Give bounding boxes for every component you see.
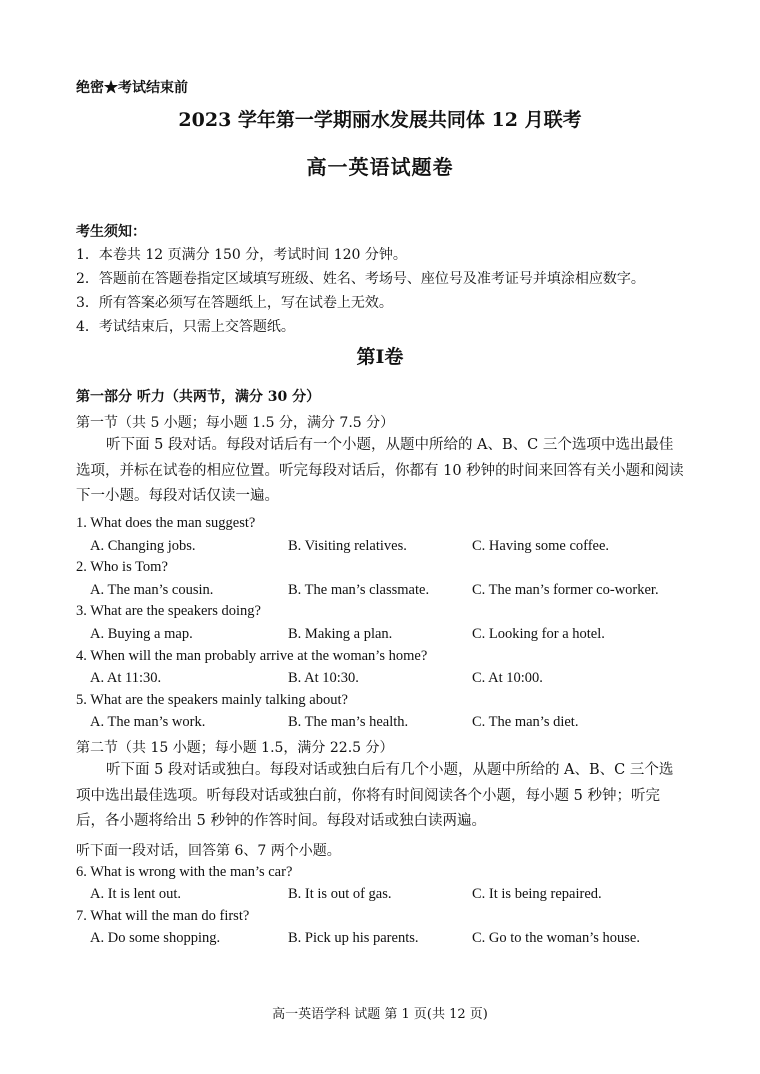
question: 6. What is wrong with the man’s car?: [76, 864, 293, 880]
option-a: A. It is lent out.: [90, 886, 182, 902]
notice-heading: 考生须知：: [76, 224, 146, 240]
option-c: C. Looking for a hotel.: [472, 626, 605, 642]
option-c: C. The man’s former co-worker.: [472, 582, 659, 598]
notice-item: 2．答题前在答题卷指定区域填写班级、姓名、考场号、座位号及准考证号并填涂相应数字。: [76, 271, 645, 287]
question: 7. What will the man do first?: [76, 908, 250, 924]
page-footer: 高一英语学科 试题 第 1 页(共 12 页): [272, 1007, 488, 1022]
notice-item: 1．本卷共 12 页满分 150 分，考试时间 120 分钟。: [76, 247, 407, 263]
section2-instructions: 听下面 5 段对话或独白。每段对话或独白后有几个小题，从题中所给的 A、B、C 三个选项中选出最佳选项。听每段对话或独白前，你将有时间阅读各个小题，每小题 5 秒钟；听完后，各小题将给出 5 秒钟的作答时间。每段对话或独白读两遍。: [76, 762, 674, 829]
section1-instructions: 听下面 5 段对话。每段对话后有一个小题，从题中所给的 A、B、C 三个选项中选出最佳选项，并标在试卷的相应位置。听完每段对话后，你都有 10 秒钟的时间来回答有关小题和阅读下一小题。每段对话仅读一遍。: [76, 437, 684, 504]
option-a: A. Buying a map.: [90, 626, 193, 642]
section2-heading: 第二节（共 15 小题；每小题 1.5，满分 22.5 分）: [76, 740, 394, 756]
confidential-label: 绝密★考试结束前: [76, 80, 188, 96]
question: 2. Who is Tom?: [76, 559, 168, 575]
exam-title: 2023 学年第一学期丽水发展共同体 12 月联考: [178, 109, 582, 131]
question: 1. What does the man suggest?: [76, 515, 256, 531]
notice-item: 3．所有答案必须写在答题纸上，写在试卷上无效。: [76, 295, 393, 311]
exam-subtitle: 高一英语试题卷: [306, 155, 454, 179]
section1-heading: 第一节（共 5 小题；每小题 1.5 分，满分 7.5 分）: [76, 415, 395, 431]
option-a: A. At 11:30.: [90, 670, 162, 686]
option-c: C. Having some coffee.: [472, 538, 610, 554]
part1-heading: 第一部分 听力（共两节，满分 30 分）: [76, 389, 321, 405]
question: 4. When will the man probably arrive at the woman’s home?: [76, 648, 428, 664]
question: 3. What are the speakers doing?: [76, 603, 261, 619]
option-b: B. At 10:30.: [288, 670, 359, 686]
option-a: A. The man’s work.: [90, 714, 206, 730]
option-c: C. Go to the woman’s house.: [472, 930, 640, 946]
option-c: C. The man’s diet.: [472, 714, 579, 730]
volume-title: 第Ⅰ卷: [356, 346, 404, 368]
option-a: A. Do some shopping.: [90, 930, 221, 946]
notice-item: 4．考试结束后，只需上交答题纸。: [76, 319, 295, 335]
option-a: A. The man’s cousin.: [90, 582, 214, 598]
question: 5. What are the speakers mainly talking about?: [76, 692, 348, 708]
option-b: B. Pick up his parents.: [288, 930, 419, 946]
option-a: A. Changing jobs.: [90, 538, 196, 554]
option-b: B. It is out of gas.: [288, 886, 392, 902]
option-b: B. The man’s classmate.: [288, 582, 430, 598]
option-b: B. Visiting relatives.: [288, 538, 407, 554]
option-c: C. It is being repaired.: [472, 886, 602, 902]
option-b: B. The man’s health.: [288, 714, 409, 730]
dialogue-instruction: 听下面一段对话，回答第 6、7 两个小题。: [76, 843, 341, 859]
option-c: C. At 10:00.: [472, 670, 543, 686]
option-b: B. Making a plan.: [288, 626, 393, 642]
